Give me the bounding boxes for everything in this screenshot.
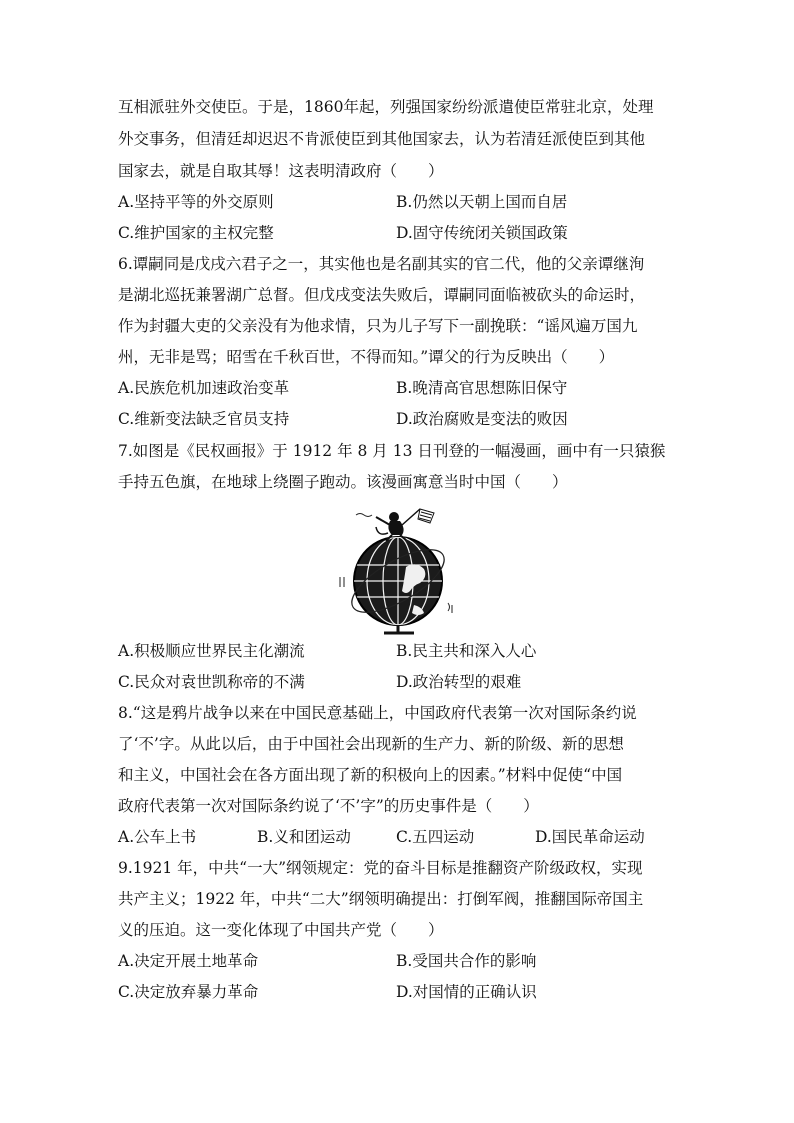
q5-option-c[interactable]: C.维护国家的主权完整 [118,224,274,242]
q6-line-1: 6.谭嗣同是戊戌六君子之一，其实他也是名副其实的官二代，他的父亲谭继洵 [118,255,645,273]
q5-option-a[interactable]: A.坚持平等的外交原则 [118,193,274,211]
q5-option-d[interactable]: D.固守传统闭关锁国政策 [396,224,568,242]
q6-line-2: 是湖北巡抚兼署湖广总督。但戊戌变法失败后，谭嗣同面临被砍头的命运时， [118,286,646,304]
q9-option-d[interactable]: D.对国情的正确认识 [396,983,537,1001]
q9-option-c[interactable]: C.决定放弃暴力革命 [118,983,259,1001]
q8-option-a[interactable]: A.公车上书 [118,828,197,846]
q8-line-3: 和主义，中国社会在各方面出现了新的积极向上的因素。”材料中促使“中国 [118,766,623,784]
q5-option-b[interactable]: B.仍然以天朝上国而自居 [396,193,568,211]
q7-line-1: 7.如图是《民权画报》于 1912 年 8 月 13 日刊登的一幅漫画，画中有一只猿猴 [118,442,666,460]
q5-line-3: 国家去，就是自取其辱！这表明清政府（ ） [118,162,444,180]
q6-line-4: 州，无非是骂；昭雪在千秋百世，不得而知。”谭父的行为反映出（ ） [118,348,615,366]
q9-option-b[interactable]: B.受国共合作的影响 [396,952,537,970]
q5-line-2: 外交事务，但清廷却迟迟不肯派使臣到其他国家去，认为若清廷派使臣到其他 [118,130,646,148]
q6-option-b[interactable]: B.晚清高官思想陈旧保守 [396,379,568,397]
q7-option-b[interactable]: B.民主共和深入人心 [396,642,537,660]
flag-icon [402,509,434,525]
q6-option-c[interactable]: C.维新变法缺乏官员支持 [118,410,290,428]
q8-line-1: 8.“这是鸦片战争以来在中国民意基础上，中国政府代表第一次对国际条约说 [118,704,637,722]
q6-line-3: 作为封疆大吏的父亲没有为他求情，只为儿子写下一副挽联：“谣风遍万国九 [118,317,638,335]
q5-line-1: 互相派驻外交使臣。于是，1860年起，列强国家纷纷派遣使臣常驻北京，处理 [118,98,654,116]
q7-option-c[interactable]: C.民众对袁世凯称帝的不满 [118,673,305,691]
q8-line-2: 了‘不’字。从此以后，由于中国社会出现新的生产力、新的阶级、新的思想 [118,735,624,753]
q8-line-4: 政府代表第一次对国际条约说了‘不’字”的历史事件是（ ） [118,797,539,815]
q9-line-1: 9.1921 年，中共“一大”纲领规定：党的奋斗目标是推翻资产阶级政权，实现 [118,859,643,877]
monkey-icon [376,512,406,541]
cartoon-figure [336,505,466,635]
q8-option-b[interactable]: B.义和团运动 [257,828,351,846]
q7-option-d[interactable]: D.政治转型的艰难 [396,673,522,691]
q9-line-3: 义的压迫。这一变化体现了中国共产党（ ） [118,921,444,939]
q8-option-d[interactable]: D.国民革命运动 [535,828,645,846]
q6-option-a[interactable]: A.民族危机加速政治变革 [118,379,290,397]
q7-line-2: 手持五色旗，在地球上绕圈子跑动。该漫画寓意当时中国（ ） [118,473,568,491]
q7-option-a[interactable]: A.积极顺应世界民主化潮流 [118,642,305,660]
q9-option-a[interactable]: A.决定开展土地革命 [118,952,259,970]
q6-option-d[interactable]: D.政治腐败是变法的败因 [396,410,568,428]
q8-option-c[interactable]: C.五四运动 [396,828,475,846]
q9-line-2: 共产主义；1922 年，中共“二大”纲领明确提出：打倒军阀，推翻国际帝国主 [118,890,644,908]
